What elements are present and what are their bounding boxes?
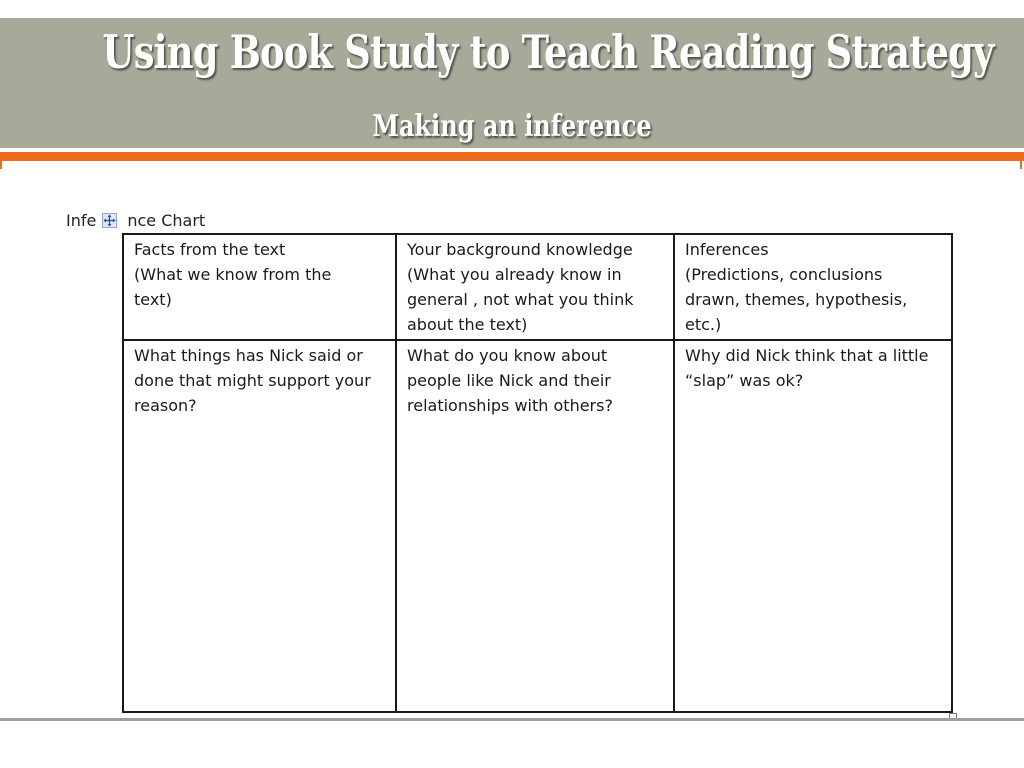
chart-label-start: Infe (66, 211, 97, 230)
cell-line: reason? (134, 396, 197, 415)
table-header-row (123, 234, 952, 340)
cell-line: etc.) (685, 315, 722, 334)
cell-line: Facts from the text (134, 240, 286, 259)
table-row (123, 340, 952, 712)
header-background-knowledge (396, 234, 674, 340)
cell-line: What do you know about (407, 346, 608, 365)
cell-line: Why did Nick think that a little (685, 346, 929, 365)
chart-label-end: nce Chart (127, 211, 206, 230)
table-cell[interactable] (123, 340, 396, 712)
cell-line: Your background knowledge (407, 240, 633, 259)
move-arrows-icon[interactable] (102, 213, 117, 228)
header-facts-from-text (123, 234, 396, 340)
header-inferences (674, 234, 952, 340)
cell-line: relationships with others? (407, 396, 613, 415)
cell-line: done that might support your (134, 371, 371, 390)
cell-line: (What you already know in (407, 265, 622, 284)
cell-line: “slap” was ok? (685, 371, 804, 390)
accent-bar (0, 152, 1024, 161)
cell-line: general , not what you think (407, 290, 634, 309)
embedded-document (0, 168, 1024, 724)
cell-line: people like Nick and their (407, 371, 611, 390)
cell-line: Inferences (685, 240, 769, 259)
cell-line: (What we know from the (134, 265, 332, 284)
inference-chart-table (122, 233, 953, 713)
table-cell[interactable] (396, 340, 674, 712)
cell-line: about the text) (407, 315, 528, 334)
chart-label (66, 211, 205, 231)
cell-line: drawn, themes, hypothesis, (685, 290, 908, 309)
slide-title: Using Book Study to Teach Reading Strategy (102, 25, 994, 79)
cell-line: (Predictions, conclusions (685, 265, 883, 284)
bottom-rule (0, 718, 1024, 721)
cell-line: What things has Nick said or (134, 346, 363, 365)
cell-line: text) (134, 290, 172, 309)
slide-subtitle: Making an inference (372, 109, 652, 144)
table-cell[interactable] (674, 340, 952, 712)
